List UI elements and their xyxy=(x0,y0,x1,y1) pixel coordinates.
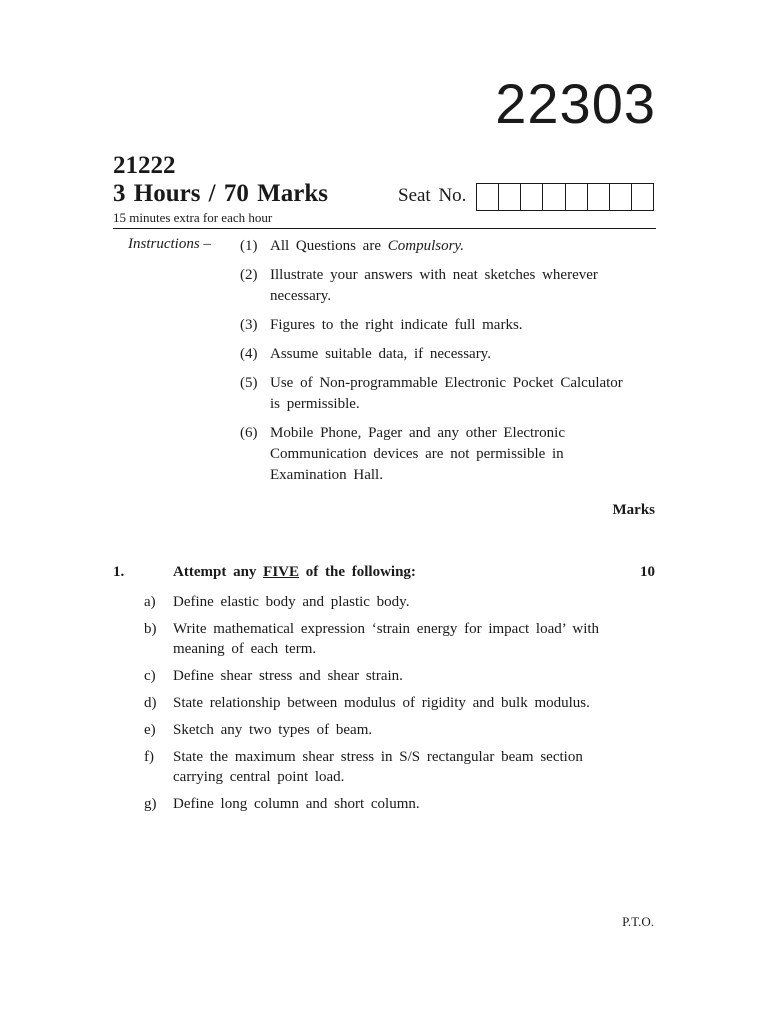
seat-digit-box[interactable] xyxy=(610,184,632,210)
part-letter: g) xyxy=(144,796,157,812)
instruction-item xyxy=(240,344,635,365)
part-text: Write mathematical expression ‘strain energy for impact load’ with meaning of each term. xyxy=(173,621,600,657)
instruction-text-main: All Questions are xyxy=(270,238,388,254)
extra-time-note: 15 minutes extra for each hour xyxy=(113,210,273,225)
instruction-emphasis: Compulsory. xyxy=(387,238,464,254)
instruction-text xyxy=(270,236,635,257)
instruction-item xyxy=(240,423,635,486)
question-title-emphasis: FIVE xyxy=(263,564,299,580)
page-turn-over-note: P.T.O. xyxy=(622,914,654,929)
instruction-item xyxy=(240,373,635,415)
question-part xyxy=(144,720,614,740)
question-part xyxy=(144,592,614,612)
instructions-list xyxy=(240,236,635,494)
question-marks: 10 xyxy=(640,564,655,580)
instruction-text: Mobile Phone, Pager and any other Electronic Communication devices are not permissible in Examination Hall. xyxy=(270,425,566,483)
part-text: State relationship between modulus of rigidity and bulk modulus. xyxy=(173,695,590,711)
seat-number-boxes[interactable] xyxy=(476,183,654,211)
exam-duration: 3 Hours / 70 Marks xyxy=(113,180,328,207)
seat-digit-box[interactable] xyxy=(477,184,499,210)
part-text: Define shear stress and shear strain. xyxy=(173,668,403,684)
part-letter: e) xyxy=(144,722,156,738)
part-letter: b) xyxy=(144,621,157,637)
marks-column-heading: Marks xyxy=(612,502,655,518)
part-letter: a) xyxy=(144,594,156,610)
header-divider xyxy=(113,228,656,229)
instruction-text: Assume suitable data, if necessary. xyxy=(270,346,491,362)
question-title xyxy=(173,564,416,581)
instruction-text: Illustrate your answers with neat sketches wherever necessary. xyxy=(270,267,598,304)
instruction-text: Use of Non-programmable Electronic Pocket Calculator is permissible. xyxy=(270,375,623,412)
question-parts-list xyxy=(144,592,614,821)
question-title-pre: Attempt any xyxy=(173,564,264,580)
question-part xyxy=(144,666,614,686)
question-part xyxy=(144,619,614,659)
instruction-item xyxy=(240,236,635,257)
seat-number-label: Seat No. xyxy=(398,185,467,206)
question-number: 1. xyxy=(113,564,125,580)
part-text: Sketch any two types of beam. xyxy=(173,722,373,738)
instruction-number: (5) xyxy=(240,375,258,391)
seat-digit-box[interactable] xyxy=(543,184,565,210)
part-letter: c) xyxy=(144,668,156,684)
seat-digit-box[interactable] xyxy=(632,184,653,210)
instruction-number: (4) xyxy=(240,346,258,362)
seat-digit-box[interactable] xyxy=(521,184,543,210)
part-text: Define elastic body and plastic body. xyxy=(173,594,410,610)
instructions-label: Instructions – xyxy=(128,236,211,252)
instruction-number: (6) xyxy=(240,425,258,441)
paper-code: 21222 xyxy=(113,152,176,179)
part-letter: f) xyxy=(144,749,154,765)
question-part xyxy=(144,794,614,814)
seat-digit-box[interactable] xyxy=(499,184,521,210)
question-title-post: of the following: xyxy=(299,564,416,580)
part-text: State the maximum shear stress in S/S rectangular beam section carrying central point load. xyxy=(173,749,583,785)
instruction-number: (1) xyxy=(240,238,258,254)
instruction-number: (2) xyxy=(240,267,258,283)
seat-digit-box[interactable] xyxy=(588,184,610,210)
part-letter: d) xyxy=(144,695,157,711)
subject-code: 22303 xyxy=(495,72,656,135)
instruction-text: Figures to the right indicate full marks. xyxy=(270,317,523,333)
question-part xyxy=(144,693,614,713)
part-text: Define long column and short column. xyxy=(173,796,420,812)
question-part xyxy=(144,747,614,787)
instruction-number: (3) xyxy=(240,317,258,333)
instruction-item xyxy=(240,315,635,336)
instruction-item xyxy=(240,265,635,307)
seat-digit-box[interactable] xyxy=(566,184,588,210)
